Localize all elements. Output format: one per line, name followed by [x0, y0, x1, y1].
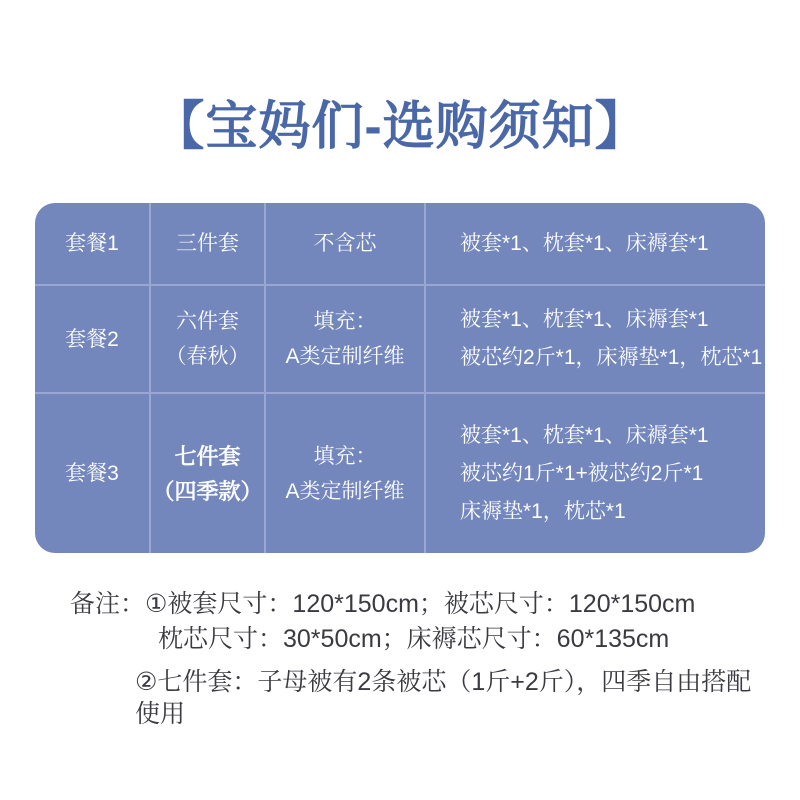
cell-plan2-fill — [265, 285, 425, 393]
plan3-items-line1: 被套*1、枕套*1、床褥套*1 — [460, 423, 709, 447]
cell-plan3-name — [35, 393, 150, 553]
note1-line1: ①被套尺寸：120*150cm；被芯尺寸：120*150cm — [145, 590, 696, 618]
notes-label: 备注： — [70, 590, 146, 618]
plan2-set-line2: （春秋） — [165, 345, 250, 368]
package-table-grid — [35, 203, 765, 553]
plan2-fill-line1: 填充： — [313, 310, 377, 333]
plan1-items-line1: 被套*1、枕套*1、床褥套*1 — [460, 231, 709, 255]
table-row-plan3 — [35, 393, 765, 553]
plan3-set-line1: 七件套 — [174, 443, 241, 469]
package-table — [35, 203, 765, 553]
plan2-set-line1: 六件套 — [176, 310, 239, 333]
plan1-label: 套餐1 — [65, 232, 119, 255]
note-1 — [70, 587, 800, 657]
note1-line2: 枕芯尺寸：30*50cm；床褥芯尺寸：60*135cm — [158, 625, 670, 653]
plan2-label: 套餐2 — [65, 327, 119, 351]
table-row-plan2 — [35, 285, 765, 393]
cell-plan1-items — [425, 203, 765, 285]
cell-plan1-fill — [265, 203, 425, 285]
plan3-items-line3: 床褥垫*1，枕芯*1 — [460, 499, 626, 523]
note-2 — [70, 666, 800, 730]
plan2-fill-line2: A类定制纤维 — [285, 345, 405, 368]
page-title: 【宝妈们-选购须知】 — [152, 98, 648, 156]
cell-plan2-name — [35, 285, 150, 393]
plan1-fill-line1: 不含芯 — [313, 232, 377, 255]
notes-section — [70, 587, 800, 730]
plan3-label: 套餐3 — [65, 462, 119, 485]
plan2-items-line1: 被套*1、枕套*1、床褥套*1 — [460, 308, 709, 331]
table-row-plan1 — [35, 203, 765, 285]
cell-plan2-items — [425, 285, 765, 393]
plan3-fill-line2: A类定制纤维 — [285, 479, 405, 503]
plan3-fill-line1: 填充： — [313, 444, 377, 468]
cell-plan2-set — [150, 285, 265, 393]
plan3-set-line2: （四季款） — [152, 478, 263, 504]
cell-plan3-fill — [265, 393, 425, 553]
note2-line2: 使用 — [135, 700, 186, 728]
plan1-set-line1: 三件套 — [176, 232, 239, 255]
note2-line1: ②七件套：子母被有2条被芯（1斤+2斤），四季自由搭配 — [135, 668, 752, 696]
cell-plan1-name — [35, 203, 150, 285]
plan2-items-line2: 被芯约2斤*1，床褥垫*1，枕芯*1 — [460, 346, 763, 369]
plan3-items-line2: 被芯约1斤*1+被芯约2斤*1 — [460, 461, 704, 485]
cell-plan3-set — [150, 393, 265, 553]
cell-plan3-items — [425, 393, 765, 553]
cell-plan1-set — [150, 203, 265, 285]
